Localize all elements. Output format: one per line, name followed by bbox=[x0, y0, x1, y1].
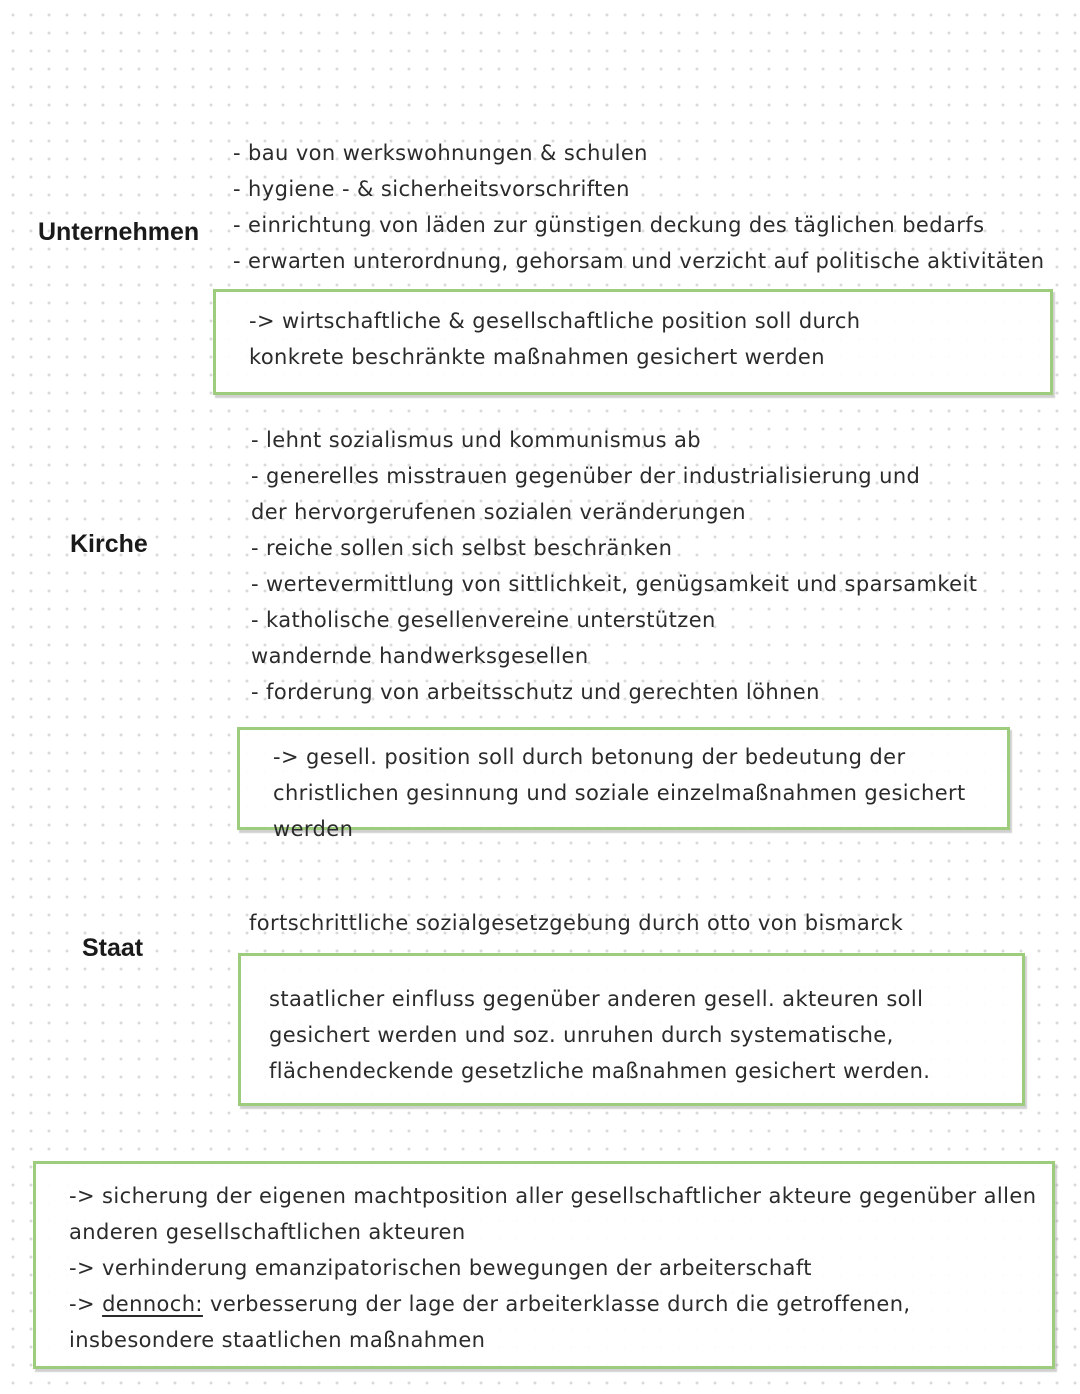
summary-box bbox=[33, 1161, 1055, 1369]
list-item: - einrichtung von läden zur günstigen deckung des täglichen bedarfs bbox=[233, 213, 985, 237]
summary-line-3 bbox=[69, 1286, 1040, 1358]
list-item: - reiche sollen sich selbst beschränken bbox=[251, 536, 673, 560]
summary-line-3-prefix: -> bbox=[69, 1292, 103, 1316]
section-label-unternehmen: Unternehmen bbox=[38, 218, 200, 246]
list-item: - hygiene - & sicherheitsvorschriften bbox=[233, 177, 630, 201]
staat-intro: fortschrittliche sozialgesetzgebung durch otto von bismarck bbox=[249, 911, 904, 935]
kirche-conclusion-text: -> gesell. position soll durch betonung der bedeutung der christlichen gesinnung und soziale einzelmaßnahmen gesichert werden bbox=[273, 745, 966, 841]
list-item: - wertevermittlung von sittlichkeit, genügsamkeit und sparsamkeit bbox=[251, 572, 978, 596]
kirche-conclusion-box bbox=[237, 727, 1010, 841]
kirche-list bbox=[251, 422, 978, 710]
staat-conclusion-box bbox=[238, 953, 1025, 1106]
section-label-staat: Staat bbox=[82, 934, 144, 962]
summary-emphasis: dennoch: bbox=[102, 1292, 203, 1316]
list-item: - bau von werkswohnungen & schulen bbox=[233, 141, 648, 165]
section-label-kirche: Kirche bbox=[70, 530, 148, 558]
unternehmen-conclusion-box bbox=[213, 289, 1053, 395]
summary-line-2: -> verhinderung emanzipatorischen bewegungen der arbeiterschaft bbox=[69, 1256, 812, 1280]
unternehmen-list bbox=[233, 135, 1045, 279]
list-item: - generelles misstrauen gegenüber der industrialisierung und der hervorgerufenen sozialen veränderungen bbox=[251, 464, 921, 524]
summary-line-1: -> sicherung der eigenen machtposition aller gesellschaftlicher akteure gegenüber allen anderen gesellschaftlichen akteuren bbox=[69, 1184, 1037, 1244]
list-item: - forderung von arbeitsschutz und gerechten löhnen bbox=[251, 680, 820, 704]
staat-conclusion-text: staatlicher einfluss gegenüber anderen gesell. akteuren soll gesichert werden und soz. unruhen durch systematische, flächendeckende gesetzliche maßnahmen gesichert werden. bbox=[269, 987, 931, 1083]
list-item: - erwarten unterordnung, gehorsam und verzicht auf politische aktivitäten bbox=[233, 249, 1045, 273]
list-item: - katholische gesellenvereine unterstützen wandernde handwerksgesellen bbox=[251, 608, 716, 668]
summary-line-3-rest: verbesserung der lage der arbeiterklasse durch die getroffenen, insbesondere staatlichen maßnahmen bbox=[69, 1292, 911, 1352]
list-item: - lehnt sozialismus und kommunismus ab bbox=[251, 428, 702, 452]
unternehmen-conclusion-text: -> wirtschaftliche & gesellschaftliche position soll durch konkrete beschränkte maßnahmen gesichert werden bbox=[249, 309, 861, 369]
